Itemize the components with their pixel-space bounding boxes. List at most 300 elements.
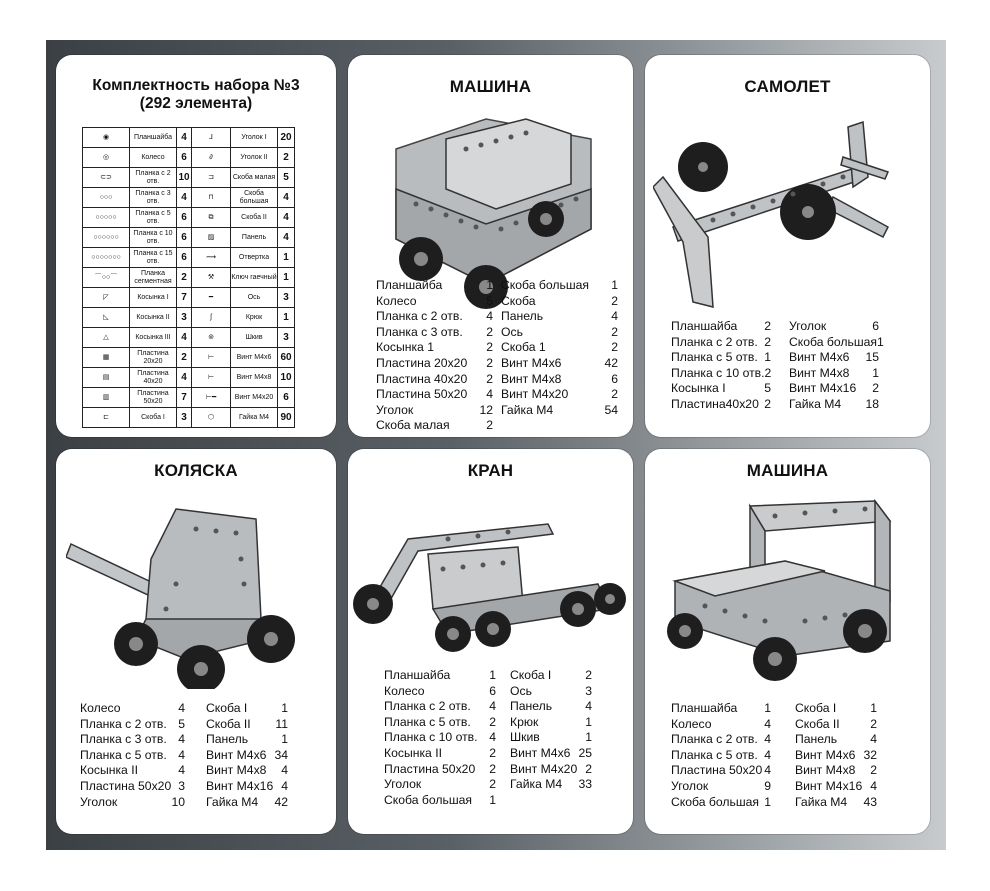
- part-name: Пластина 20x20: [376, 355, 468, 370]
- part-name: Винт М4х8: [789, 365, 850, 380]
- part-count: 6: [278, 388, 295, 408]
- part-name: Планка с 2 отв.: [671, 334, 758, 349]
- part-qty: 4: [489, 699, 496, 714]
- part-label: Скоба большая: [231, 188, 278, 208]
- part-row: [376, 309, 493, 325]
- part-qty: 2: [870, 716, 877, 731]
- card-title: МАШИНА: [746, 461, 829, 480]
- plank-2-icon: ⊂⊃: [83, 168, 130, 188]
- part-row: [510, 715, 592, 731]
- part-name: Винт М4х16: [795, 778, 863, 793]
- part-label: Планка с 2 отв.: [130, 168, 177, 188]
- parts-list-col1: [376, 278, 493, 434]
- part-name: Винт М4х6: [789, 350, 850, 365]
- part-row: [510, 699, 592, 715]
- part-count: 4: [177, 328, 192, 348]
- part-qty: 2: [611, 324, 618, 339]
- part-qty: 3: [585, 683, 592, 698]
- part-qty: 33: [578, 777, 592, 792]
- part-qty: 1: [585, 714, 592, 729]
- part-qty: 2: [585, 761, 592, 776]
- part-qty: 6: [489, 683, 496, 698]
- part-name: Планка с 2 отв.: [80, 716, 167, 731]
- part-row: [795, 779, 877, 795]
- part-qty: 1: [764, 794, 771, 809]
- part-row: [501, 340, 618, 356]
- parts-list-col2: [206, 701, 288, 810]
- part-row: [206, 779, 288, 795]
- inventory-row: [83, 408, 295, 428]
- part-qty: 4: [870, 732, 877, 747]
- part-count: 10: [278, 368, 295, 388]
- part-row: [384, 762, 496, 778]
- part-count: 4: [278, 208, 295, 228]
- part-qty: 4: [486, 387, 493, 402]
- part-name: Пластина 50x20: [80, 778, 172, 793]
- part-row: [671, 381, 771, 397]
- part-qty: 1: [870, 701, 877, 715]
- part-label: Планка с 15 отв.: [130, 248, 177, 268]
- part-count: 5: [278, 168, 295, 188]
- part-label: Шкив: [231, 328, 278, 348]
- part-qty: 43: [863, 794, 877, 809]
- part-qty: 2: [486, 324, 493, 339]
- part-qty: 4: [764, 732, 771, 747]
- stroller-model-image: [66, 489, 316, 689]
- bracket-i-icon: ⊏: [83, 408, 130, 428]
- card-car-1: [348, 55, 633, 437]
- part-count: 7: [177, 288, 192, 308]
- part-row: [510, 746, 592, 762]
- plank-3-icon: ○○○: [83, 188, 130, 208]
- card-title: САМОЛЕТ: [744, 77, 831, 96]
- part-row: [384, 793, 496, 809]
- part-qty: 11: [275, 716, 288, 731]
- part-row: [671, 717, 771, 733]
- inventory-title-line1: Комплектность набора №3: [92, 77, 300, 94]
- part-qty: 4: [611, 309, 618, 324]
- part-row: [80, 779, 185, 795]
- part-name: Скоба малая: [376, 418, 450, 433]
- plank-10-icon: ○○○○○○: [83, 228, 130, 248]
- part-qty: 1: [489, 792, 496, 807]
- part-name: Планка с 3 отв.: [80, 732, 167, 747]
- part-qty: 2: [489, 714, 496, 729]
- part-qty: 9: [764, 778, 771, 793]
- card-crane: [348, 449, 633, 834]
- part-qty: 2: [872, 381, 879, 396]
- part-qty: 4: [764, 716, 771, 731]
- part-row: [671, 319, 771, 335]
- part-row: [376, 325, 493, 341]
- part-row: [206, 717, 288, 733]
- part-count: 6: [177, 148, 192, 168]
- part-name: Гайка М4: [501, 402, 554, 417]
- plate-50x20-icon: ▥: [83, 388, 130, 408]
- part-name: Уголок: [671, 778, 709, 793]
- part-label: Косынка III: [130, 328, 177, 348]
- part-row: [501, 294, 618, 310]
- part-name: Скоба большая: [671, 794, 760, 809]
- part-row: [795, 717, 877, 733]
- part-qty: 42: [604, 355, 618, 370]
- part-count: 10: [177, 168, 192, 188]
- part-name: Скоба I: [206, 701, 248, 715]
- part-row: [795, 763, 877, 779]
- part-name: Пластина 50x20: [384, 761, 476, 776]
- part-label: Планка сегментная: [130, 268, 177, 288]
- part-name: Панель: [501, 309, 544, 324]
- part-row: [80, 748, 185, 764]
- part-row: [80, 717, 185, 733]
- part-name: Уголок: [376, 402, 414, 417]
- part-label: Отвертка: [231, 248, 278, 268]
- part-name: Планка с 5 отв.: [80, 747, 167, 762]
- part-name: Планка с 10 отв.: [671, 365, 765, 380]
- part-row: [376, 356, 493, 372]
- wrench-icon: ⚒: [192, 268, 231, 288]
- part-row: [671, 335, 771, 351]
- part-qty: 4: [178, 747, 185, 762]
- part-name: Пластина 50x20: [376, 387, 468, 402]
- part-qty: 6: [872, 319, 879, 333]
- part-name: Скоба I: [510, 668, 552, 682]
- inventory-row: [83, 188, 295, 208]
- part-qty: 4: [870, 778, 877, 793]
- part-count: 3: [278, 288, 295, 308]
- part-name: Пластина 40x20: [376, 371, 468, 386]
- parts-list-col2: [795, 701, 877, 810]
- card-title: МАШИНА: [449, 77, 532, 96]
- part-name: Планка с 2 отв.: [671, 732, 758, 747]
- plank-15-icon: ○○○○○○○: [83, 248, 130, 268]
- part-qty: 2: [489, 761, 496, 776]
- part-qty: 10: [171, 794, 185, 809]
- plate-40x20-icon: ▤: [83, 368, 130, 388]
- part-name: Планка с 5 отв.: [671, 350, 758, 365]
- axle-icon: ━: [192, 288, 231, 308]
- bracket-ii-icon: ⧉: [192, 208, 231, 228]
- part-qty: 1: [764, 701, 771, 715]
- part-name: Панель: [206, 732, 249, 747]
- part-qty: 4: [281, 778, 288, 793]
- part-count: 20: [278, 128, 295, 148]
- inventory-row: [83, 208, 295, 228]
- part-row: [501, 325, 618, 341]
- part-row: [795, 732, 877, 748]
- part-label: Уголок I: [231, 128, 278, 148]
- part-qty: 2: [764, 396, 771, 411]
- part-qty: 18: [865, 396, 879, 411]
- inventory-title: [56, 77, 336, 113]
- part-row: [501, 372, 618, 388]
- part-row: [376, 278, 493, 294]
- screw-m4x8-icon: ⊢: [192, 368, 231, 388]
- part-row: [384, 684, 496, 700]
- part-qty: 5: [178, 716, 185, 731]
- part-row: [510, 668, 592, 684]
- part-qty: 1: [764, 350, 771, 365]
- parts-list-col2: [510, 668, 592, 793]
- part-qty: 4: [178, 732, 185, 747]
- hook-icon: ʃ: [192, 308, 231, 328]
- part-qty: 42: [274, 794, 288, 809]
- big-bracket-icon: ⊓: [192, 188, 231, 208]
- inventory-card: [56, 55, 336, 437]
- part-name: Винт М4х8: [206, 763, 267, 778]
- part-qty: 12: [479, 402, 493, 417]
- part-name: Пластина 50x20: [671, 763, 763, 778]
- part-count: 3: [177, 408, 192, 428]
- part-row: [501, 403, 618, 419]
- part-row: [501, 356, 618, 372]
- plane-model-image: [653, 117, 923, 327]
- part-row: [206, 701, 288, 717]
- part-label: Косынка I: [130, 288, 177, 308]
- part-qty: 25: [578, 745, 592, 760]
- inventory-row: [83, 288, 295, 308]
- part-name: Скоба 1: [501, 340, 546, 355]
- part-label: Планка с 10 отв.: [130, 228, 177, 248]
- part-qty: 1: [281, 701, 288, 715]
- part-qty: 2: [764, 365, 772, 380]
- parts-list-col1: [671, 701, 771, 810]
- part-qty: 54: [604, 402, 618, 417]
- ugolok-i-icon: ⅃: [192, 128, 231, 148]
- part-row: [510, 762, 592, 778]
- part-count: 2: [177, 348, 192, 368]
- part-name: Планка с 10 отв.: [384, 730, 478, 745]
- card-title: КОЛЯСКА: [154, 461, 238, 480]
- part-name: Косынка II: [384, 745, 442, 760]
- part-qty: 5: [486, 293, 493, 308]
- part-name: Скоба большая: [789, 334, 878, 349]
- part-name: Винт М4х8: [795, 763, 856, 778]
- part-row: [384, 699, 496, 715]
- part-row: [510, 777, 592, 793]
- part-qty: 2: [489, 745, 496, 760]
- part-name: Винт М4х16: [206, 778, 274, 793]
- part-name: Гайка М4: [795, 794, 848, 809]
- car-model-image: [665, 491, 905, 681]
- part-qty: 2: [611, 293, 618, 308]
- part-row: [206, 748, 288, 764]
- part-name: Гайка М4: [789, 396, 842, 411]
- part-name: Гайка М4: [206, 794, 259, 809]
- part-count: 4: [278, 228, 295, 248]
- part-name: Косынка 1: [376, 340, 435, 355]
- part-row: [80, 763, 185, 779]
- part-row: [206, 763, 288, 779]
- part-qty: 3: [178, 778, 185, 793]
- part-row: [789, 366, 879, 382]
- part-row: [789, 381, 879, 397]
- part-label: Ключ гаечный: [231, 268, 278, 288]
- part-qty: 2: [611, 340, 618, 355]
- part-name: Винт М4х20: [501, 387, 569, 402]
- plank-5-icon: ○○○○○: [83, 208, 130, 228]
- part-qty: 1: [585, 730, 592, 745]
- part-row: [384, 715, 496, 731]
- part-qty: 15: [865, 350, 879, 365]
- part-label: Планшайба: [130, 128, 177, 148]
- part-label: Гайка М4: [231, 408, 278, 428]
- part-qty: 1: [486, 278, 493, 292]
- part-name: Колесо: [384, 683, 425, 698]
- part-row: [501, 387, 618, 403]
- part-count: 4: [177, 128, 192, 148]
- part-name: Планка с 3 отв.: [376, 324, 463, 339]
- part-name: Колесо: [671, 716, 712, 731]
- part-row: [510, 730, 592, 746]
- part-label: Винт М4х6: [231, 348, 278, 368]
- part-name: Винт М4х8: [501, 371, 562, 386]
- inventory-row: [83, 168, 295, 188]
- part-row: [501, 278, 618, 294]
- part-row: [789, 350, 879, 366]
- part-name: Скоба I: [795, 701, 837, 715]
- part-row: [671, 366, 771, 382]
- part-qty: 2: [489, 777, 496, 792]
- part-label: Пластина 20x20: [130, 348, 177, 368]
- part-name: Уголок: [384, 777, 422, 792]
- part-name: Уголок: [80, 794, 118, 809]
- inventory-row: [83, 128, 295, 148]
- part-row: [376, 372, 493, 388]
- part-label: Винт М4х20: [231, 388, 278, 408]
- part-qty: 4: [486, 309, 493, 324]
- part-row: [789, 319, 879, 335]
- part-name: Ось: [501, 324, 523, 339]
- part-count: 3: [177, 308, 192, 328]
- ugolok-ii-icon: ∂: [192, 148, 231, 168]
- part-count: 6: [177, 228, 192, 248]
- part-count: 4: [177, 368, 192, 388]
- gusset-ii-icon: ◺: [83, 308, 130, 328]
- part-name: Косынка II: [80, 763, 138, 778]
- inventory-row: [83, 348, 295, 368]
- part-name: Планшайба: [376, 278, 443, 292]
- part-row: [376, 403, 493, 419]
- part-qty: 2: [585, 668, 592, 682]
- part-name: Винт М4х6: [795, 747, 856, 762]
- part-row: [671, 795, 771, 811]
- inventory-row: [83, 328, 295, 348]
- screw-m4x20-icon: ⊢━: [192, 388, 231, 408]
- part-count: 4: [278, 188, 295, 208]
- part-row: [384, 777, 496, 793]
- part-row: [671, 779, 771, 795]
- gusset-i-icon: ◸: [83, 288, 130, 308]
- part-count: 3: [278, 328, 295, 348]
- plate-20x20-icon: ▦: [83, 348, 130, 368]
- part-count: 60: [278, 348, 295, 368]
- part-count: 1: [278, 268, 295, 288]
- part-count: 2: [278, 148, 295, 168]
- inventory-row: [83, 148, 295, 168]
- part-qty: 4: [764, 747, 771, 762]
- part-qty: 34: [274, 747, 288, 762]
- small-bracket-icon: ⊐: [192, 168, 231, 188]
- part-row: [376, 294, 493, 310]
- parts-list-col1: [671, 319, 771, 413]
- part-name: Винт М4х6: [510, 745, 571, 760]
- part-row: [384, 746, 496, 762]
- part-count: 4: [177, 188, 192, 208]
- part-name: Колесо: [376, 293, 417, 308]
- part-name: Планшайба: [671, 701, 738, 715]
- card-title: КРАН: [467, 461, 514, 480]
- part-name: Планка с 5 отв.: [384, 714, 471, 729]
- part-qty: 2: [486, 340, 493, 355]
- part-qty: 2: [486, 371, 493, 386]
- part-label: Скоба II: [231, 208, 278, 228]
- part-qty: 2: [611, 387, 618, 402]
- parts-list-col1: [80, 701, 185, 810]
- card-car-2: [645, 449, 930, 834]
- screwdriver-icon: ⟿: [192, 248, 231, 268]
- part-qty: 2: [764, 334, 771, 349]
- part-qty: 4: [178, 701, 185, 715]
- inventory-row: [83, 368, 295, 388]
- part-count: 1: [278, 308, 295, 328]
- part-row: [671, 748, 771, 764]
- part-count: 6: [177, 208, 192, 228]
- pulley-icon: ⊚: [192, 328, 231, 348]
- part-row: [795, 748, 877, 764]
- part-qty: 1: [611, 278, 618, 292]
- part-qty: 2: [486, 355, 493, 370]
- part-name: Винт М4х16: [789, 381, 857, 396]
- part-row: [501, 309, 618, 325]
- part-row: [80, 795, 185, 811]
- part-count: 6: [177, 248, 192, 268]
- part-label: Планка с 3 отв.: [130, 188, 177, 208]
- part-qty: 32: [863, 747, 877, 762]
- segment-plank-icon: ⌒○○⌒: [83, 268, 130, 288]
- crane-model-image: [348, 509, 633, 659]
- part-count: 90: [278, 408, 295, 428]
- part-name: Скоба II: [795, 716, 840, 731]
- part-qty: 6: [611, 371, 618, 386]
- part-row: [384, 730, 496, 746]
- part-row: [510, 684, 592, 700]
- inventory-row: [83, 388, 295, 408]
- gusset-iii-icon: △: [83, 328, 130, 348]
- part-qty: 1: [281, 732, 288, 747]
- part-row: [789, 397, 879, 413]
- part-name: Скоба большая: [384, 792, 473, 807]
- part-row: [384, 668, 496, 684]
- part-qty: 4: [585, 699, 592, 714]
- part-name: Скоба II: [206, 716, 251, 731]
- part-row: [206, 795, 288, 811]
- part-name: Скоба большая: [501, 278, 590, 292]
- part-row: [80, 701, 185, 717]
- screw-m4x6-icon: ⊢: [192, 348, 231, 368]
- part-label: Скоба I: [130, 408, 177, 428]
- part-qty: 2: [486, 418, 493, 433]
- planshaiba-icon: ◉: [83, 128, 130, 148]
- inventory-title-line2: (292 элемента): [139, 95, 253, 112]
- part-qty: 1: [872, 365, 879, 380]
- part-label: Ось: [231, 288, 278, 308]
- part-count: 1: [278, 248, 295, 268]
- nut-icon: ⬡: [192, 408, 231, 428]
- part-name: Винт М4х20: [510, 761, 578, 776]
- parts-list-col2: [501, 278, 618, 418]
- part-label: Панель: [231, 228, 278, 248]
